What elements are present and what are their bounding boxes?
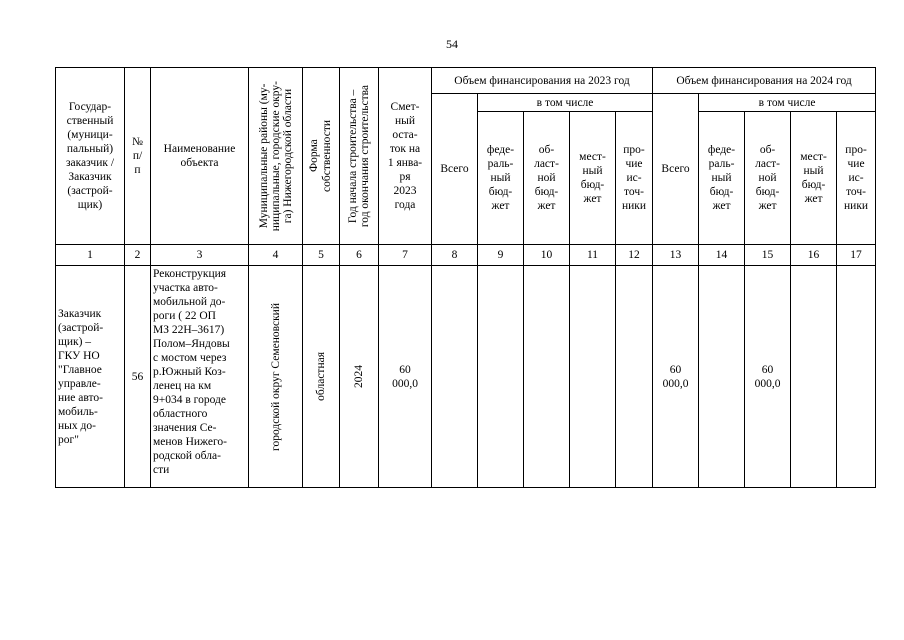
header-federal-2024: феде- раль- ный бюд- жет [699, 112, 745, 245]
column-number-row [56, 245, 876, 266]
column-number: 11 [570, 245, 616, 266]
column-number: 16 [791, 245, 837, 266]
column-number: 2 [125, 245, 151, 266]
header-regional-2023: об- ласт- ной бюд- жет [524, 112, 570, 245]
cell-num: 56 [125, 266, 151, 488]
column-number: 9 [478, 245, 524, 266]
column-number: 15 [745, 245, 791, 266]
cell-local-2024 [791, 266, 837, 488]
cell-balance: 60 000,0 [379, 266, 432, 488]
header-object: Наименование объекта [151, 68, 249, 245]
header-balance: Смет- ный оста- ток на 1 янва- ря 2023 года [379, 68, 432, 245]
table-row [56, 266, 876, 488]
column-number: 4 [249, 245, 303, 266]
header-other-2023: про- чие ис- точ- ники [616, 112, 653, 245]
header-local-2023: мест- ный бюд- жет [570, 112, 616, 245]
column-number: 14 [699, 245, 745, 266]
cell-total-2024: 60 000,0 [653, 266, 699, 488]
header-local-2024: мест- ный бюд- жет [791, 112, 837, 245]
financing-table [55, 67, 876, 488]
page-number: 54 [446, 37, 458, 51]
cell-customer: Заказчик (застрой- щик) – ГКУ НО "Главное управле- ние авто- мобиль- ных до- рог" [56, 266, 125, 488]
cell-other-2024 [837, 266, 876, 488]
header-total-2023: Всего [432, 94, 478, 245]
header-including-2024: в том числе [699, 94, 876, 112]
cell-federal-2023 [478, 266, 524, 488]
column-number: 5 [303, 245, 340, 266]
header-num: № п/ п [125, 68, 151, 245]
header-total-2024: Всего [653, 94, 699, 245]
cell-total-2023 [432, 266, 478, 488]
column-number: 6 [340, 245, 379, 266]
column-number: 8 [432, 245, 478, 266]
cell-regional-2023 [524, 266, 570, 488]
header-years: Год начала строительства – год окончания строительства [340, 68, 379, 245]
header-fin-2023: Объем финансирования на 2023 год [432, 68, 653, 94]
cell-regional-2024: 60 000,0 [745, 266, 791, 488]
header-district: Муниципальные районы (му- ниципальные, городские окру- га) Нижегородской области [249, 68, 303, 245]
header-other-2024: про- чие ис- точ- ники [837, 112, 876, 245]
column-number: 3 [151, 245, 249, 266]
cell-object: Реконструкция участка авто- мобильной до- роги ( 22 ОП МЗ 22Н–3617) Полом–Яндовы с мостом через р.Южный Коз- ленец на км 9+034 в городе областного значения Се- менов Нижего- родской обла- сти [151, 266, 249, 488]
header-fin-2024: Объем финансирования на 2024 год [653, 68, 876, 94]
header-including-2023: в том числе [478, 94, 653, 112]
column-number: 13 [653, 245, 699, 266]
header-customer: Государ- ственный (муници- пальный) заказчик / Заказчик (застрой- щик) [56, 68, 125, 245]
cell-years: 2024 [340, 266, 379, 488]
cell-district: городской округ Семеновский [249, 266, 303, 488]
cell-local-2023 [570, 266, 616, 488]
column-number: 17 [837, 245, 876, 266]
cell-federal-2024 [699, 266, 745, 488]
header-row-1 [56, 68, 876, 94]
header-regional-2024: об- ласт- ной бюд- жет [745, 112, 791, 245]
column-number: 12 [616, 245, 653, 266]
header-federal-2023: феде- раль- ный бюд- жет [478, 112, 524, 245]
cell-ownership: областная [303, 266, 340, 488]
column-number: 1 [56, 245, 125, 266]
cell-other-2023 [616, 266, 653, 488]
column-number: 10 [524, 245, 570, 266]
header-ownership: Форма собственности [303, 68, 340, 245]
column-number: 7 [379, 245, 432, 266]
